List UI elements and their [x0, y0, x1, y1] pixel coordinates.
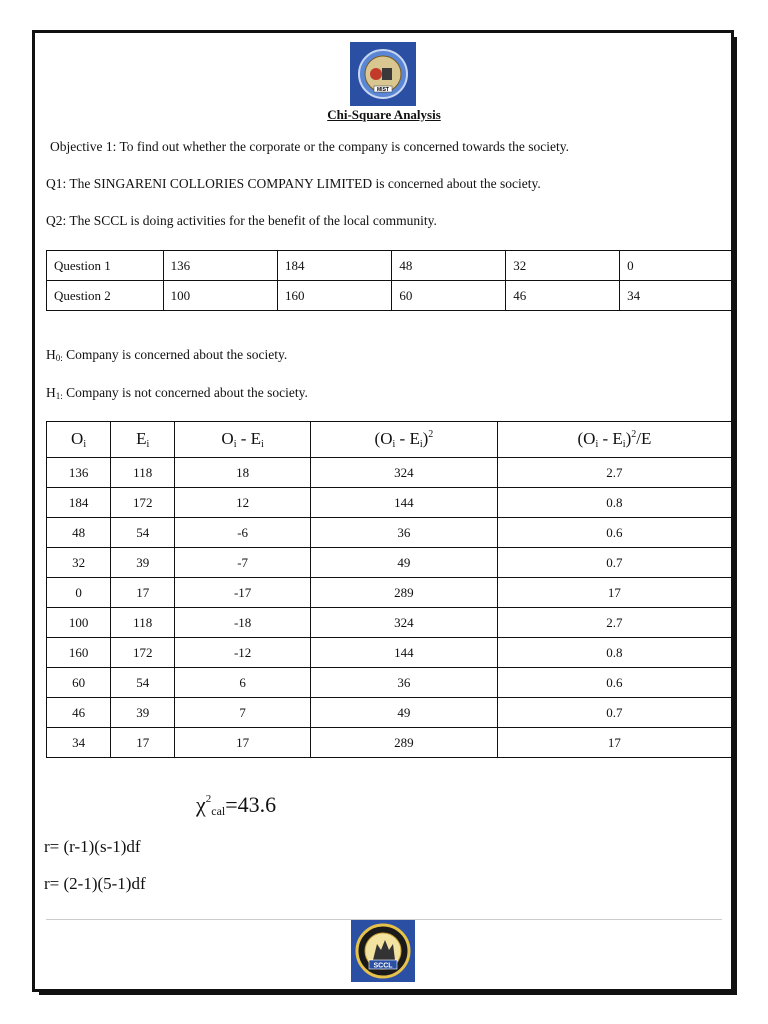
question-2-text: Q2: The SCCL is doing activities for the benefit of the local community. [46, 213, 437, 228]
squared-difference-cell: 324 [310, 458, 497, 488]
chi-table-row [47, 578, 732, 608]
difference-cell: 6 [175, 668, 311, 698]
expected-cell: 118 [111, 458, 175, 488]
observed-cell: 136 [47, 458, 111, 488]
observed-value-cell: 184 [277, 251, 391, 281]
header-observed: $O_i$ [47, 422, 111, 458]
chi-component-cell: 2.7 [497, 458, 731, 488]
expected-cell: 172 [111, 488, 175, 518]
chi-square-calculated [196, 792, 276, 819]
expected-cell: 39 [111, 698, 175, 728]
observed-cell: 34 [47, 728, 111, 758]
null-hypothesis [46, 347, 287, 363]
observed-value-cell: 34 [620, 281, 734, 311]
expected-cell: 39 [111, 548, 175, 578]
observed-value-cell: 160 [277, 281, 391, 311]
chi-component-cell: 0.7 [497, 698, 731, 728]
logo-text: MIST [377, 87, 389, 93]
squared-difference-cell: 49 [310, 698, 497, 728]
chi-component-cell: 17 [497, 578, 731, 608]
expected-cell: 172 [111, 638, 175, 668]
chi-table-row [47, 548, 732, 578]
h1-label: H [46, 385, 56, 400]
squared-difference-cell: 144 [310, 638, 497, 668]
chi-component-cell: 0.6 [497, 668, 731, 698]
observed-value-cell: 0 [620, 251, 734, 281]
degrees-of-freedom-formula: r= (r-1)(s-1)df [44, 837, 141, 856]
degrees-of-freedom-substituted: r= (2-1)(5-1)df [44, 874, 146, 893]
squared-difference-cell: 324 [310, 608, 497, 638]
squared-difference-cell: 36 [310, 518, 497, 548]
squared-difference-cell: 49 [310, 548, 497, 578]
chi-component-cell: 0.7 [497, 548, 731, 578]
difference-cell: 12 [175, 488, 311, 518]
sccl-logo-text: SCCL [373, 962, 393, 970]
chi-symbol: χ [196, 792, 206, 817]
observed-cell: 160 [47, 638, 111, 668]
chi-component-cell: 0.8 [497, 638, 731, 668]
observed-cell: 48 [47, 518, 111, 548]
header-squared-difference: $(O_i - E_i)^2$ [310, 422, 497, 458]
squared-difference-cell: 144 [310, 488, 497, 518]
chi-component-cell: 17 [497, 728, 731, 758]
chi-subscript: cal [211, 804, 226, 818]
difference-cell: -17 [175, 578, 311, 608]
squared-difference-cell: 289 [310, 728, 497, 758]
observed-value-cell: 32 [506, 251, 620, 281]
observed-cell: 32 [47, 548, 111, 578]
chi-table-row [47, 698, 732, 728]
chi-square-table [46, 421, 732, 758]
h0-subscript: 0: [55, 353, 63, 363]
h1-text: Company is not concerned about the society. [62, 385, 308, 400]
observed-value-cell: 48 [392, 251, 506, 281]
expected-cell: 17 [111, 728, 175, 758]
observed-cell: 184 [47, 488, 111, 518]
observed-row [47, 281, 734, 311]
chi-component-cell: 2.7 [497, 608, 731, 638]
difference-cell: 17 [175, 728, 311, 758]
squared-difference-cell: 36 [310, 668, 497, 698]
chi-table-row [47, 638, 732, 668]
expected-cell: 54 [111, 518, 175, 548]
observed-cell: 0 [47, 578, 111, 608]
chi-value: =43.6 [225, 792, 277, 817]
difference-cell: 7 [175, 698, 311, 728]
sccl-logo [351, 920, 415, 982]
question-label-cell: Question 2 [47, 281, 164, 311]
alternative-hypothesis [46, 385, 308, 401]
observed-cell: 60 [47, 668, 111, 698]
difference-cell: 18 [175, 458, 311, 488]
observed-frequency-table [46, 250, 734, 311]
difference-cell: -6 [175, 518, 311, 548]
chi-component-cell: 0.8 [497, 488, 731, 518]
expected-cell: 54 [111, 668, 175, 698]
header-expected: $E_i$ [111, 422, 175, 458]
chi-superscript: 2 [205, 793, 212, 805]
observed-cell: 100 [47, 608, 111, 638]
page-title: Chi-Square Analysis [327, 107, 441, 122]
chi-table-row [47, 728, 732, 758]
h0-label: H [46, 347, 56, 362]
chi-table-row [47, 518, 732, 548]
chi-component-cell: 0.6 [497, 518, 731, 548]
chi-table-row [47, 458, 732, 488]
expected-cell: 17 [111, 578, 175, 608]
h0-text: Company is concerned about the society. [62, 347, 288, 362]
chi-table-row [47, 608, 732, 638]
observed-value-cell: 46 [506, 281, 620, 311]
observed-value-cell: 60 [392, 281, 506, 311]
chi-table-row [47, 488, 732, 518]
difference-cell: -12 [175, 638, 311, 668]
observed-row [47, 251, 734, 281]
question-1-text: Q1: The SINGARENI COLLORIES COMPANY LIMITED is concerned about the society. [46, 176, 541, 191]
expected-cell: 118 [111, 608, 175, 638]
objective-text: Objective 1: To find out whether the corporate or the company is concerned towards the society. [50, 139, 570, 154]
chi-table-header-row [47, 422, 732, 458]
h1-subscript: 1: [55, 391, 63, 401]
chi-table-row [47, 668, 732, 698]
difference-cell: -18 [175, 608, 311, 638]
header-chi-component: $(O_i - E_i)^2/E$ [497, 422, 731, 458]
squared-difference-cell: 289 [310, 578, 497, 608]
header-difference: $O_i - E_i$ [175, 422, 311, 458]
difference-cell: -7 [175, 548, 311, 578]
observed-value-cell: 136 [163, 251, 277, 281]
question-label-cell: Question 1 [47, 251, 164, 281]
observed-value-cell: 100 [163, 281, 277, 311]
college-emblem-logo [350, 42, 416, 106]
observed-cell: 46 [47, 698, 111, 728]
